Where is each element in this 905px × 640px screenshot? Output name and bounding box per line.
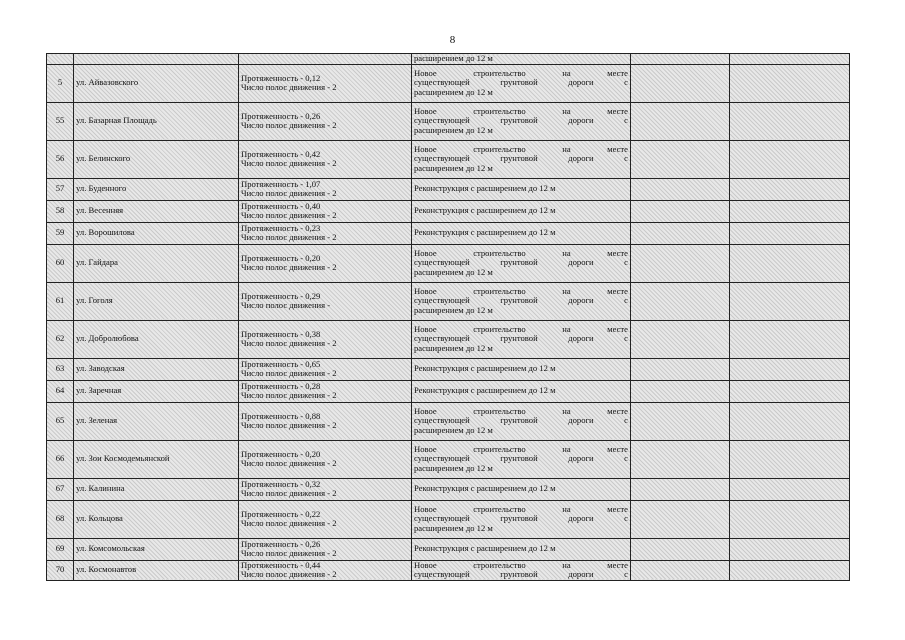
work-text-line: Реконструкция с расширением до 12 м bbox=[414, 183, 556, 194]
road-parameters-cell bbox=[239, 222, 412, 244]
empty-cell bbox=[730, 560, 850, 580]
road-parameters-cell bbox=[239, 140, 412, 178]
road-parameters-cell bbox=[239, 538, 412, 560]
row-number-cell: 58 bbox=[47, 200, 74, 222]
row-number-cell: 55 bbox=[47, 102, 74, 140]
work-text-line: Реконструкция с расширением до 12 м bbox=[414, 205, 556, 216]
empty-cell bbox=[730, 478, 850, 500]
row-number-cell: 66 bbox=[47, 440, 74, 478]
row-number-cell: 61 bbox=[47, 282, 74, 320]
work-text-line: Реконструкция с расширением до 12 м bbox=[414, 483, 556, 494]
lanes-text: Число полос движения - 2 bbox=[241, 458, 337, 469]
lanes-text: Число полос движения - 2 bbox=[241, 82, 337, 93]
row-number-cell: 63 bbox=[47, 358, 74, 380]
work-text-line: расширением до 12 м bbox=[414, 124, 493, 135]
lanes-text: Число полос движения - 2 bbox=[241, 210, 337, 221]
table-row bbox=[47, 178, 850, 200]
length-text: Протяженность - 0,23 bbox=[241, 222, 321, 233]
road-parameters-cell bbox=[239, 440, 412, 478]
empty-cell bbox=[631, 440, 730, 478]
lanes-text: Число полос движения - 2 bbox=[241, 488, 337, 499]
empty-cell bbox=[631, 178, 730, 200]
length-text: Протяженность - 0,29 bbox=[241, 290, 321, 301]
road-parameters-cell bbox=[239, 102, 412, 140]
work-text-line: расширением до 12 м bbox=[414, 304, 493, 315]
table-row bbox=[47, 538, 850, 560]
lanes-text: Число полос движения - 2 bbox=[241, 262, 337, 273]
empty-cell bbox=[730, 538, 850, 560]
lanes-text: Число полос движения - 2 bbox=[241, 569, 337, 580]
street-name-cell: ул. Буденного bbox=[74, 178, 239, 200]
street-name-cell: ул. Гайдара bbox=[74, 244, 239, 282]
work-text-line: Новое строительство на месте bbox=[414, 247, 628, 258]
empty-cell bbox=[730, 402, 850, 440]
work-text-line: существующей грунтовой дороги с bbox=[414, 513, 628, 524]
row-number-cell: 67 bbox=[47, 478, 74, 500]
row-number-cell: 64 bbox=[47, 380, 74, 402]
table-row bbox=[47, 440, 850, 478]
length-text: Протяженность - 0,12 bbox=[241, 72, 321, 83]
street-name-cell: ул. Заречная bbox=[74, 380, 239, 402]
road-parameters-cell bbox=[239, 178, 412, 200]
length-text: Протяженность - 0,32 bbox=[241, 478, 321, 489]
row-number-cell: 5 bbox=[47, 64, 74, 102]
length-text: Протяженность - 0,28 bbox=[241, 380, 321, 391]
work-text-line: Новое строительство на месте bbox=[414, 285, 628, 296]
lanes-text: Число полос движения - 2 bbox=[241, 548, 337, 559]
street-name-cell: ул. Калинина bbox=[74, 478, 239, 500]
street-name-cell: ул. Комсомольская bbox=[74, 538, 239, 560]
work-text-line: существующей грунтовой дороги с bbox=[414, 257, 628, 268]
empty-cell bbox=[730, 320, 850, 358]
empty-cell bbox=[730, 244, 850, 282]
row-number-cell: 65 bbox=[47, 402, 74, 440]
street-name-cell: ул. Белинского bbox=[74, 140, 239, 178]
work-text-line: Реконструкция с расширением до 12 м bbox=[414, 227, 556, 238]
work-text-line: существующей грунтовой дороги с bbox=[414, 569, 628, 580]
empty-cell bbox=[631, 102, 730, 140]
empty-cell bbox=[730, 200, 850, 222]
work-description-cell bbox=[412, 64, 631, 102]
roads-table-body bbox=[47, 54, 850, 581]
row-number-cell: 62 bbox=[47, 320, 74, 358]
road-parameters-cell bbox=[239, 500, 412, 538]
work-text-line: Новое строительство на месте bbox=[414, 443, 628, 454]
table-row bbox=[47, 358, 850, 380]
row-number-cell: 60 bbox=[47, 244, 74, 282]
work-text-line: расширением до 12 м bbox=[414, 266, 493, 277]
work-text-line: Новое строительство на месте bbox=[414, 405, 628, 416]
street-name-cell: ул. Кольцова bbox=[74, 500, 239, 538]
work-description-cell bbox=[412, 54, 631, 65]
lanes-text: Число полос движения - 2 bbox=[241, 390, 337, 401]
road-parameters-cell bbox=[239, 478, 412, 500]
length-text: Протяженность - 0,38 bbox=[241, 328, 321, 339]
lanes-text: Число полос движения - 2 bbox=[241, 120, 337, 131]
table-row bbox=[47, 320, 850, 358]
street-name-cell: ул. Космонавтов bbox=[74, 560, 239, 580]
table-cell bbox=[730, 54, 850, 65]
road-parameters-cell bbox=[239, 560, 412, 580]
lanes-text: Число полос движения - 2 bbox=[241, 518, 337, 529]
page-number: 8 bbox=[449, 34, 456, 46]
empty-cell bbox=[631, 380, 730, 402]
length-text: Протяженность - 0,20 bbox=[241, 448, 321, 459]
work-text-line: Реконструкция с расширением до 12 м bbox=[414, 543, 556, 554]
length-text: Протяженность - 0,22 bbox=[241, 508, 321, 519]
work-description-cell bbox=[412, 500, 631, 538]
empty-cell bbox=[631, 320, 730, 358]
road-parameters-cell bbox=[239, 282, 412, 320]
work-text-line: Новое строительство на месте bbox=[414, 323, 628, 334]
length-text: Протяженность - 0,65 bbox=[241, 358, 321, 369]
empty-cell bbox=[631, 64, 730, 102]
empty-cell bbox=[631, 560, 730, 580]
lanes-text: Число полос движения - 2 bbox=[241, 420, 337, 431]
lanes-text: Число полос движения - 2 bbox=[241, 232, 337, 243]
length-text: Протяженность - 0,42 bbox=[241, 148, 321, 159]
empty-cell bbox=[730, 358, 850, 380]
lanes-text: Число полос движения - 2 bbox=[241, 338, 337, 349]
table-row bbox=[47, 380, 850, 402]
street-name-cell: ул. Зеленая bbox=[74, 402, 239, 440]
empty-cell bbox=[631, 358, 730, 380]
length-text: Протяженность - 0,26 bbox=[241, 110, 321, 121]
work-text-line: расширением до 12 м bbox=[414, 462, 493, 473]
empty-cell bbox=[631, 478, 730, 500]
empty-cell bbox=[730, 500, 850, 538]
road-parameters-cell bbox=[239, 358, 412, 380]
length-text: Протяженность - 0,40 bbox=[241, 200, 321, 211]
work-text-line: расширением до 12 м bbox=[414, 424, 493, 435]
empty-cell bbox=[730, 380, 850, 402]
length-text: Протяженность - 1,07 bbox=[241, 178, 321, 189]
row-number-cell: 59 bbox=[47, 222, 74, 244]
row-number-cell: 57 bbox=[47, 178, 74, 200]
table-row bbox=[47, 402, 850, 440]
street-name-cell: ул. Ворошилова bbox=[74, 222, 239, 244]
work-text-line: Реконструкция с расширением до 12 м bbox=[414, 385, 556, 396]
empty-cell bbox=[730, 282, 850, 320]
work-text-line: Реконструкция с расширением до 12 м bbox=[414, 363, 556, 374]
work-description-cell bbox=[412, 402, 631, 440]
table-row bbox=[47, 102, 850, 140]
work-description-cell bbox=[412, 178, 631, 200]
work-description-cell bbox=[412, 282, 631, 320]
row-number-cell: 68 bbox=[47, 500, 74, 538]
table-cell bbox=[239, 54, 412, 65]
empty-cell bbox=[631, 140, 730, 178]
lanes-text: Число полос движения - 2 bbox=[241, 368, 337, 379]
work-text-line: существующей грунтовой дороги с bbox=[414, 77, 628, 88]
table-cell bbox=[47, 54, 74, 65]
street-name-cell: ул. Весенняя bbox=[74, 200, 239, 222]
work-text-line: Новое строительство на месте bbox=[414, 503, 628, 514]
work-text-line: расширением до 12 м bbox=[414, 86, 493, 97]
roads-table bbox=[46, 53, 850, 581]
work-description-cell bbox=[412, 140, 631, 178]
table-row bbox=[47, 500, 850, 538]
work-text: расширением до 12 м bbox=[414, 53, 493, 63]
row-number-cell: 69 bbox=[47, 538, 74, 560]
work-text-line: существующей грунтовой дороги с bbox=[414, 295, 628, 306]
work-text-line: существующей грунтовой дороги с bbox=[414, 333, 628, 344]
lanes-text: Число полос движения - 2 bbox=[241, 158, 337, 169]
work-text-line: существующей грунтовой дороги с bbox=[414, 453, 628, 464]
road-parameters-cell bbox=[239, 380, 412, 402]
empty-cell bbox=[730, 440, 850, 478]
empty-cell bbox=[730, 140, 850, 178]
work-text-line: существующей грунтовой дороги с bbox=[414, 415, 628, 426]
table-row bbox=[47, 244, 850, 282]
road-parameters-cell bbox=[239, 64, 412, 102]
table-row bbox=[47, 140, 850, 178]
work-description-cell bbox=[412, 478, 631, 500]
work-description-cell bbox=[412, 560, 631, 580]
length-text: Протяженность - 0,26 bbox=[241, 538, 321, 549]
road-parameters-cell bbox=[239, 402, 412, 440]
table-row-continued bbox=[47, 54, 850, 65]
work-text-line: Новое строительство на месте bbox=[414, 105, 628, 116]
lanes-text: Число полос движения - 2 bbox=[241, 188, 337, 199]
empty-cell bbox=[631, 402, 730, 440]
work-text-line: Новое строительство на месте bbox=[414, 143, 628, 154]
length-text: Протяженность - 0,88 bbox=[241, 410, 321, 421]
work-description-cell bbox=[412, 358, 631, 380]
work-description-cell bbox=[412, 200, 631, 222]
empty-cell bbox=[631, 500, 730, 538]
street-name-cell: ул. Базарная Площадь bbox=[74, 102, 239, 140]
table-row bbox=[47, 222, 850, 244]
table-cell bbox=[74, 54, 239, 65]
table-row bbox=[47, 200, 850, 222]
street-name-cell: ул. Добролюбова bbox=[74, 320, 239, 358]
street-name-cell: ул. Гоголя bbox=[74, 282, 239, 320]
empty-cell bbox=[631, 244, 730, 282]
work-text-line: существующей грунтовой дороги с bbox=[414, 115, 628, 126]
work-description-cell bbox=[412, 380, 631, 402]
work-description-cell bbox=[412, 244, 631, 282]
street-name-cell: ул. Айвазовского bbox=[74, 64, 239, 102]
work-text-line: расширением до 12 м bbox=[414, 162, 493, 173]
street-name-cell: ул. Заводская bbox=[74, 358, 239, 380]
row-number-cell: 70 bbox=[47, 560, 74, 580]
table-row bbox=[47, 560, 850, 580]
work-description-cell bbox=[412, 538, 631, 560]
empty-cell bbox=[631, 222, 730, 244]
work-description-cell bbox=[412, 102, 631, 140]
table-row bbox=[47, 64, 850, 102]
work-text-line: расширением до 12 м bbox=[414, 522, 493, 533]
work-text-line: существующей грунтовой дороги с bbox=[414, 153, 628, 164]
work-description-cell bbox=[412, 320, 631, 358]
table-row bbox=[47, 282, 850, 320]
table-cell bbox=[631, 54, 730, 65]
work-text-line: Новое строительство на месте bbox=[414, 67, 628, 78]
street-name-cell: ул. Зои Космодемьянской bbox=[74, 440, 239, 478]
empty-cell bbox=[730, 102, 850, 140]
empty-cell bbox=[730, 222, 850, 244]
length-text: Протяженность - 0,44 bbox=[241, 560, 321, 570]
work-description-cell bbox=[412, 222, 631, 244]
road-parameters-cell bbox=[239, 244, 412, 282]
empty-cell bbox=[631, 200, 730, 222]
road-parameters-cell bbox=[239, 200, 412, 222]
table-row bbox=[47, 478, 850, 500]
empty-cell bbox=[631, 282, 730, 320]
work-text-line: Новое строительство на месте bbox=[414, 560, 628, 570]
empty-cell bbox=[631, 538, 730, 560]
lanes-text: Число полос движения - bbox=[241, 300, 331, 311]
empty-cell bbox=[730, 64, 850, 102]
row-number-cell: 56 bbox=[47, 140, 74, 178]
road-parameters-cell bbox=[239, 320, 412, 358]
work-description-cell bbox=[412, 440, 631, 478]
empty-cell bbox=[730, 178, 850, 200]
length-text: Протяженность - 0,20 bbox=[241, 252, 321, 263]
work-text-line: расширением до 12 м bbox=[414, 342, 493, 353]
